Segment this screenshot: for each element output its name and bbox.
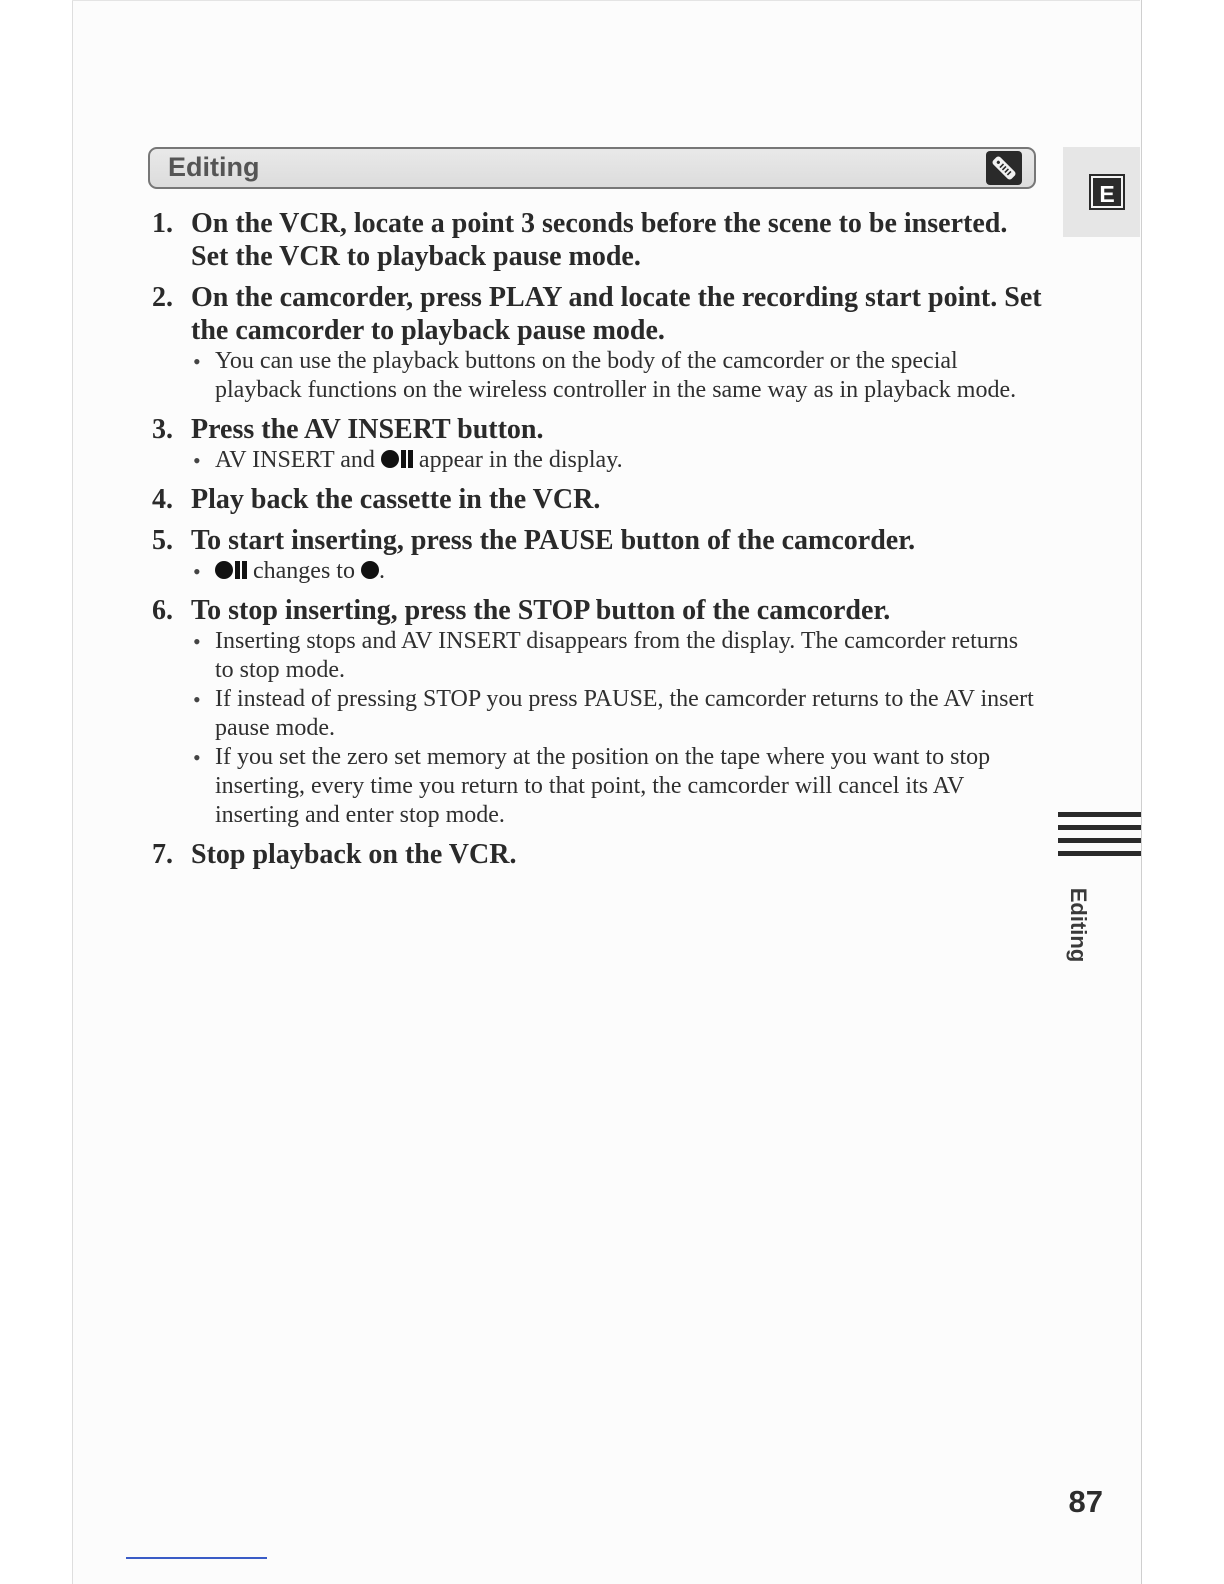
section-header [148,147,1036,189]
bullet-item [191,743,1042,830]
bullet-list [191,446,1042,475]
bullet-dot-icon: • [193,559,201,584]
page-number: 87 [1068,1484,1103,1519]
bullet-text-before: AV INSERT and [215,447,381,473]
bullet-dot-icon: • [193,448,201,473]
bullet-text: Inserting stops and AV INSERT disappears from the display. The camcorder returns to stop mode. [215,628,1019,683]
bullet-list [191,557,1042,586]
bullet-list [191,347,1042,405]
step-7 [152,838,1042,871]
remote-controller-icon [986,151,1022,185]
step-2 [152,281,1042,405]
step-number: 3. [152,414,173,445]
step-text: Stop playback on the VCR. [191,839,517,870]
steps-list [152,207,1042,871]
language-tab-letter: E [1091,176,1123,208]
step-text: To stop inserting, press the STOP button of the camcorder. [191,595,891,626]
record-icon [361,561,379,579]
bullet-text: If instead of pressing STOP you press PAUSE, the camcorder returns to the AV insert pause mode. [215,686,1034,741]
thumb-line [1058,825,1141,830]
thumb-line [1058,812,1141,817]
step-5 [152,524,1042,586]
thumb-line [1058,838,1141,843]
thumb-line [1058,851,1141,856]
step-number: 1. [152,208,173,239]
bullet-item [191,627,1042,685]
bullet-item [191,446,1042,475]
step-number: 2. [152,282,173,313]
step-text: Play back the cassette in the VCR. [191,484,601,515]
step-text: To start inserting, press the PAUSE button of the camcorder. [191,525,916,556]
bullet-text: You can use the playback buttons on the body of the camcorder or the special playback functions on the wireless controller in the same way as in playback mode. [215,348,1017,403]
bullet-item [191,347,1042,405]
bullet-text: If you set the zero set memory at the position on the tape where you want to stop inserting, every time you return to that point, the camcorder will cancel its AV inserting and enter stop mode. [215,744,991,828]
bullet-dot-icon: • [193,745,201,770]
step-text: On the camcorder, press PLAY and locate the recording start point. Set the camcorder to playback pause mode. [191,282,1042,346]
step-4 [152,483,1042,516]
step-number: 6. [152,595,173,626]
chapter-thumb-index [1058,812,1141,864]
step-3 [152,413,1042,475]
top-border [72,0,1140,1]
record-pause-icon [381,450,413,468]
step-text: On the VCR, locate a point 3 seconds before the scene to be inserted. Set the VCR to playback pause mode. [191,208,1008,272]
record-pause-icon [215,561,247,579]
step-1 [152,207,1042,273]
bullet-dot-icon: • [193,349,201,374]
step-6 [152,594,1042,830]
bullet-item [191,685,1042,743]
bullet-item [191,557,1042,586]
bullet-dot-icon: • [193,629,201,654]
section-title: Editing [168,152,260,182]
step-number: 4. [152,484,173,515]
bullet-text-middle: changes to [247,558,361,584]
step-number: 5. [152,525,173,556]
footnote-rule [126,1557,267,1559]
bullet-dot-icon: • [193,687,201,712]
bullet-text-after: appear in the display. [412,447,623,473]
bullet-list [191,627,1042,830]
chapter-vertical-label: Editing [1066,887,1091,963]
step-text: Press the AV INSERT button. [191,414,544,445]
step-number: 7. [152,839,173,870]
bullet-text-after: . [378,558,385,584]
